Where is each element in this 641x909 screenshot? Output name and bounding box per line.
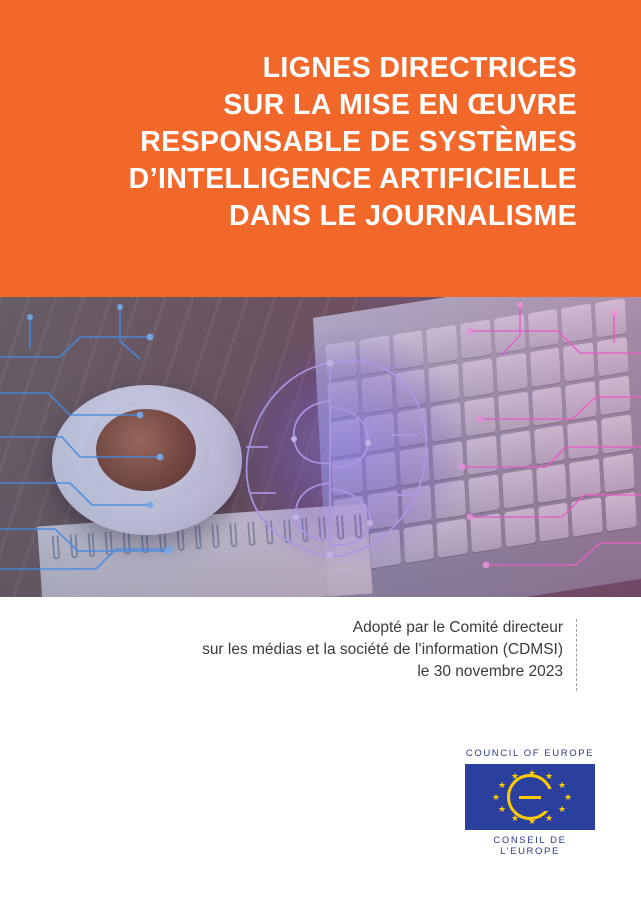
title-line-5: DANS LE JOURNALISME: [228, 200, 577, 232]
color-veil: [0, 297, 641, 597]
star-icon: ★: [558, 804, 567, 814]
title-line-4: D’INTELLIGENCE ARTIFICIELLE: [128, 163, 577, 195]
star-icon: ★: [545, 813, 554, 823]
council-of-europe-logo: [465, 748, 595, 857]
star-icon: ★: [498, 804, 507, 814]
star-icon: ★: [492, 792, 501, 802]
star-icon: ★: [545, 771, 554, 781]
star-icon: ★: [558, 780, 567, 790]
star-icon: ★: [528, 768, 537, 778]
title-line-3: RESPONSABLE DE SYSTÈMES: [140, 126, 577, 158]
adoption-note: [202, 617, 563, 683]
european-flag-icon: [465, 764, 595, 830]
star-icon: ★: [564, 792, 573, 802]
star-icon: ★: [498, 780, 507, 790]
star-icon: ★: [511, 771, 520, 781]
star-icon: ★: [528, 816, 537, 826]
adoption-line-3: le 30 novembre 2023: [417, 663, 563, 680]
adoption-line-2: sur les médias et la société de l’information (CDMSI): [202, 641, 563, 658]
title-banner: [0, 0, 641, 297]
logo-top-text: COUNCIL OF EUROPE: [465, 748, 595, 759]
adoption-line-1: Adopté par le Comité directeur: [352, 619, 563, 636]
logo-bottom-text: CONSEIL DE L’EUROPE: [493, 835, 567, 857]
title-line-2: SUR LA MISE EN ŒUVRE: [223, 89, 577, 121]
page-title: [129, 50, 577, 235]
title-line-1: LIGNES DIRECTRICES: [262, 52, 577, 84]
cover-photo: [0, 297, 641, 597]
circuit-overlay: [0, 297, 641, 597]
vertical-dashed-rule: [575, 619, 577, 691]
star-icon: ★: [511, 813, 520, 823]
